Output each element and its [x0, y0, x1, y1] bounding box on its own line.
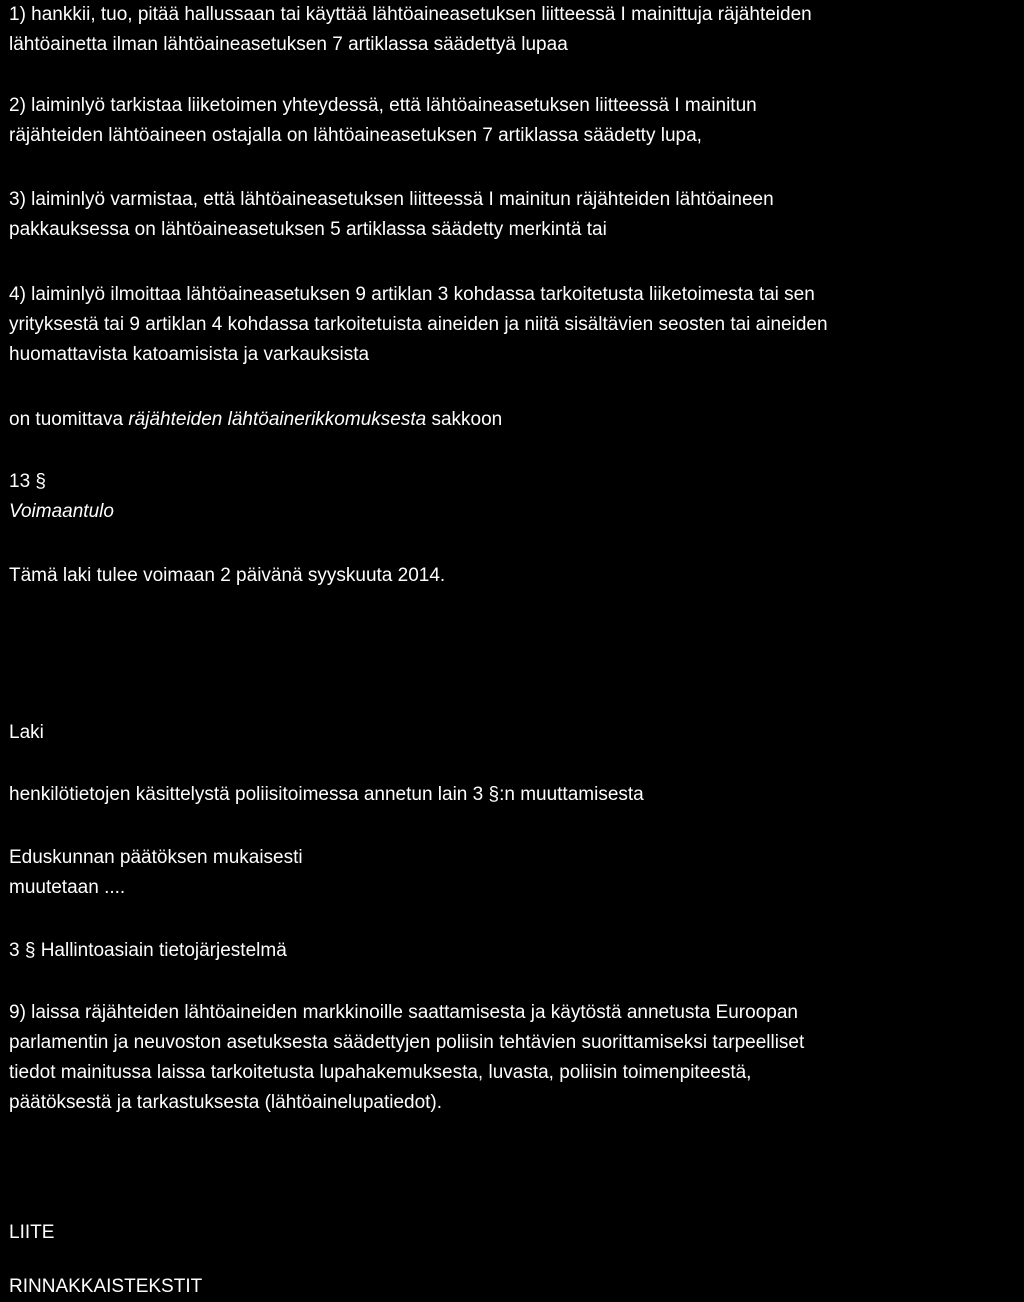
section-13-number: 13 § [9, 471, 46, 492]
list-item-3-line-1: 3) laiminlyö varmistaa, että lähtöaineasetuksen liitteessä I mainitun räjähteiden lähtöaineen [9, 189, 774, 210]
list-item-2 [9, 91, 1022, 151]
section-13-title: Voimaantulo [9, 501, 114, 522]
section-13-heading [9, 467, 1022, 527]
penalty-suffix: sakkoon [426, 409, 503, 430]
list-item-4 [9, 280, 1022, 370]
list-item-9-line-3: tiedot mainitussa laissa tarkoitetusta lupahakemuksesta, luvasta, poliisin toimenpiteestä, [9, 1062, 752, 1083]
list-item-9-line-2: parlamentin ja neuvoston asetuksesta säädettyjen poliisin tehtävien suorittamiseksi tarpeelliset [9, 1032, 805, 1053]
penalty-offence-name: räjähteiden lähtöainerikkomuksesta [128, 409, 427, 430]
list-item-9-line-4: päätöksestä ja tarkastuksesta (lähtöainelupatiedot). [9, 1092, 443, 1113]
list-item-9 [9, 998, 1022, 1118]
list-item-4-line-2: yrityksestä tai 9 artiklan 4 kohdassa tarkoitetuista aineiden ja niitä sisältävien seosten tai aineiden [9, 314, 828, 335]
section-3-heading: 3 § Hallintoasiain tietojärjestelmä [9, 940, 287, 961]
list-item-3-line-2: pakkauksessa on lähtöaineasetuksen 5 artiklassa säädetty merkintä tai [9, 219, 607, 240]
list-item-4-line-3: huomattavista katoamisista ja varkauksista [9, 344, 370, 365]
document-page [9, 0, 1022, 1302]
list-item-1-line-2: lähtöainetta ilman lähtöaineasetuksen 7 artiklassa säädettyä lupaa [9, 34, 568, 55]
list-item-2-line-1: 2) laiminlyö tarkistaa liiketoimen yhteydessä, että lähtöaineasetuksen liitteessä I mainitun [9, 95, 757, 116]
enactment-line-2: muutetaan .... [9, 877, 126, 898]
parallel-texts-heading: RINNAKKAISTEKSTIT [9, 1276, 203, 1297]
enactment-line-1: Eduskunnan päätöksen mukaisesti [9, 847, 303, 868]
list-item-1 [9, 0, 1022, 60]
penalty-prefix: on tuomittava [9, 409, 129, 430]
list-item-2-line-2: räjähteiden lähtöaineen ostajalla on lähtöaineasetuksen 7 artiklassa säädetty lupa, [9, 125, 702, 146]
appendix-heading: LIITE [9, 1222, 55, 1243]
penalty-clause [9, 405, 1022, 435]
law-subject: henkilötietojen käsittelystä poliisitoimessa annetun lain 3 §:n muuttamisesta [9, 784, 644, 805]
enactment-clause [9, 843, 1022, 903]
list-item-1-line-1: 1) hankkii, tuo, pitää hallussaan tai käyttää lähtöaineasetuksen liitteessä I mainittuja räjähteiden [9, 4, 812, 25]
list-item-4-line-1: 4) laiminlyö ilmoittaa lähtöaineasetuksen 9 artiklan 3 kohdassa tarkoitetusta liiketoimesta tai sen [9, 284, 815, 305]
entry-into-force-text: Tämä laki tulee voimaan 2 päivänä syyskuuta 2014. [9, 565, 446, 586]
law-heading: Laki [9, 722, 44, 743]
list-item-9-line-1: 9) laissa räjähteiden lähtöaineiden markkinoille saattamisesta ja käytöstä annetusta Euroopan [9, 1002, 798, 1023]
list-item-3 [9, 185, 1022, 245]
